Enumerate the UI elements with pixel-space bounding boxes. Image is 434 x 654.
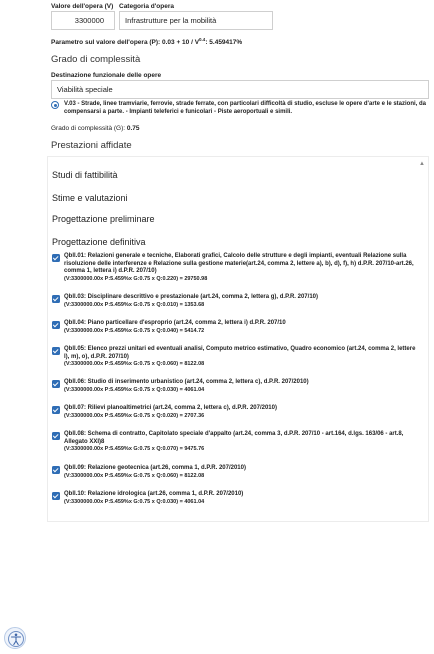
grado-title: Grado di complessità [51, 54, 141, 65]
item-text: Qbll.08: Schema di contratto, Capitolato speciale d'appalto (art.24, comma 3, d.P.R. 207/10 - art.164, d.lgs. 163/06 - art.8, Allegato XXI)8 [64, 431, 404, 445]
section-studi-fattibilita: Studi di fattibilità [52, 170, 118, 180]
item-text: Qbll.01: Relazioni generale e tecniche, Elaborati grafici, Calcolo delle strutture e degli impianti, eventuali Relazione sulla risoluzione delle interferenze e Relazione sulla gestione materie(art.24, comma 2, lettere a), b), d), f), h) d.P.R. 207/10-art.26, comma 1, lettera i) d.P.R. 207/10) [64, 253, 414, 274]
item-formula: (V:3300000.00x P:5.459%x G:0.75 x Q:0.020) = 2707.36 [64, 412, 205, 419]
item-formula: (V:3300000.00x P:5.459%x G:0.75 x Q:0.220) = 29750.98 [64, 275, 208, 282]
item-formula: (V:3300000.00x P:5.459%x G:0.75 x Q:0.070) = 9475.76 [64, 446, 205, 452]
accessibility-logo-icon[interactable] [4, 627, 26, 649]
parametro-text: Parametro sul valore dell'opera (P): 0.03 + 10 / V [51, 39, 200, 47]
destinazione-label: Destinazione funzionale delle opere [51, 72, 162, 79]
destinazione-select[interactable]: Viabilità speciale [51, 80, 429, 99]
categoria-select[interactable]: Infrastrutture per la mobilità [119, 11, 273, 30]
item-text: Qbll.07: Rilievi planoaltimetrici (art.24, comma 2, lettera c), d.P.R. 207/2010) [64, 405, 277, 411]
scroll-up-arrow-icon[interactable]: ▲ [419, 161, 425, 167]
checkbox-checked-icon[interactable] [52, 254, 60, 262]
checkbox-checked-icon[interactable] [52, 406, 60, 414]
item-text: Qbll.04: Piano particellare d'esproprio (art.24, comma 2, lettera i) d.P.R. 207/10 [64, 320, 286, 326]
checkbox-checked-icon[interactable] [52, 432, 60, 440]
radio-selected-icon[interactable] [51, 101, 59, 109]
grado-label: Grado di complessità (G): [51, 125, 126, 132]
valore-input[interactable]: 3300000 [51, 11, 115, 30]
item-text: Qbll.06: Studio di inserimento urbanistico (art.24, comma 2, lettera c), d.P.R. 207/2010) [64, 379, 309, 385]
valore-label: Valore dell'opera (V) [51, 3, 114, 10]
item-formula: (V:3300000.00x P:5.459%x G:0.75 x Q:0.010) = 1353.68 [64, 301, 205, 308]
checkbox-checked-icon[interactable] [52, 347, 60, 355]
grado-note [51, 125, 140, 132]
item-formula: (V:3300000.00x P:5.459%x G:0.75 x Q:0.030) = 4061.04 [64, 498, 205, 505]
item-formula: (V:3300000.00x P:5.459%x G:0.75 x Q:0.060) = 8122.08 [64, 361, 205, 367]
parametro-result: : 5.459417% [205, 39, 243, 47]
item-formula: (V:3300000.00x P:5.459%x G:0.75 x Q:0.040) = 5414.72 [64, 327, 205, 334]
parametro-note [51, 37, 242, 46]
option-v03-text: V.03 - Strade, linee tramviarie, ferrovie, strade ferrate, con particolari difficoltà di studio, escluse le opere d'arte e le stazioni, da compensarsi a parte. - Impianti teleferici e funicolari - Piste aeroportuali e simili. [64, 101, 427, 115]
section-stime-valutazioni: Stime e valutazioni [52, 193, 128, 203]
checkbox-checked-icon[interactable] [52, 492, 60, 500]
checkbox-checked-icon[interactable] [52, 380, 60, 388]
categoria-label: Categoria d'opera [119, 3, 175, 10]
item-formula: (V:3300000.00x P:5.459%x G:0.75 x Q:0.030) = 4061.04 [64, 386, 205, 393]
item-text: Qbll.05: Elenco prezzi unitari ed eventuali analisi, Computo metrico estimativo, Quadro economico (art.24, comma 2, lettere l), m), o), d.P.R. 207/10) [64, 346, 416, 360]
item-formula: (V:3300000.00x P:5.459%x G:0.75 x Q:0.060) = 8122.08 [64, 472, 205, 479]
section-progettazione-definitiva: Progettazione definitiva [52, 237, 146, 247]
checkbox-checked-icon[interactable] [52, 295, 60, 303]
prestazioni-scroll-panel[interactable] [47, 156, 429, 522]
item-text: Qbll.03: Disciplinare descrittivo e prestazionale (art.24, comma 2, lettera g), d.P.R. 207/10) [64, 294, 318, 300]
checkbox-checked-icon[interactable] [52, 321, 60, 329]
prestazioni-title: Prestazioni affidate [51, 140, 132, 151]
item-text: Qbll.10: Relazione idrologica (art.26, comma 1, d.P.R. 207/2010) [64, 491, 244, 497]
section-progettazione-preliminare: Progettazione preliminare [52, 214, 155, 224]
parametro-exp: 0.4 [199, 37, 206, 42]
checkbox-checked-icon[interactable] [52, 466, 60, 474]
grado-value: 0.75 [126, 125, 140, 132]
item-text: Qbll.09: Relazione geotecnica (art.26, comma 1, d.P.R. 207/2010) [64, 465, 246, 471]
